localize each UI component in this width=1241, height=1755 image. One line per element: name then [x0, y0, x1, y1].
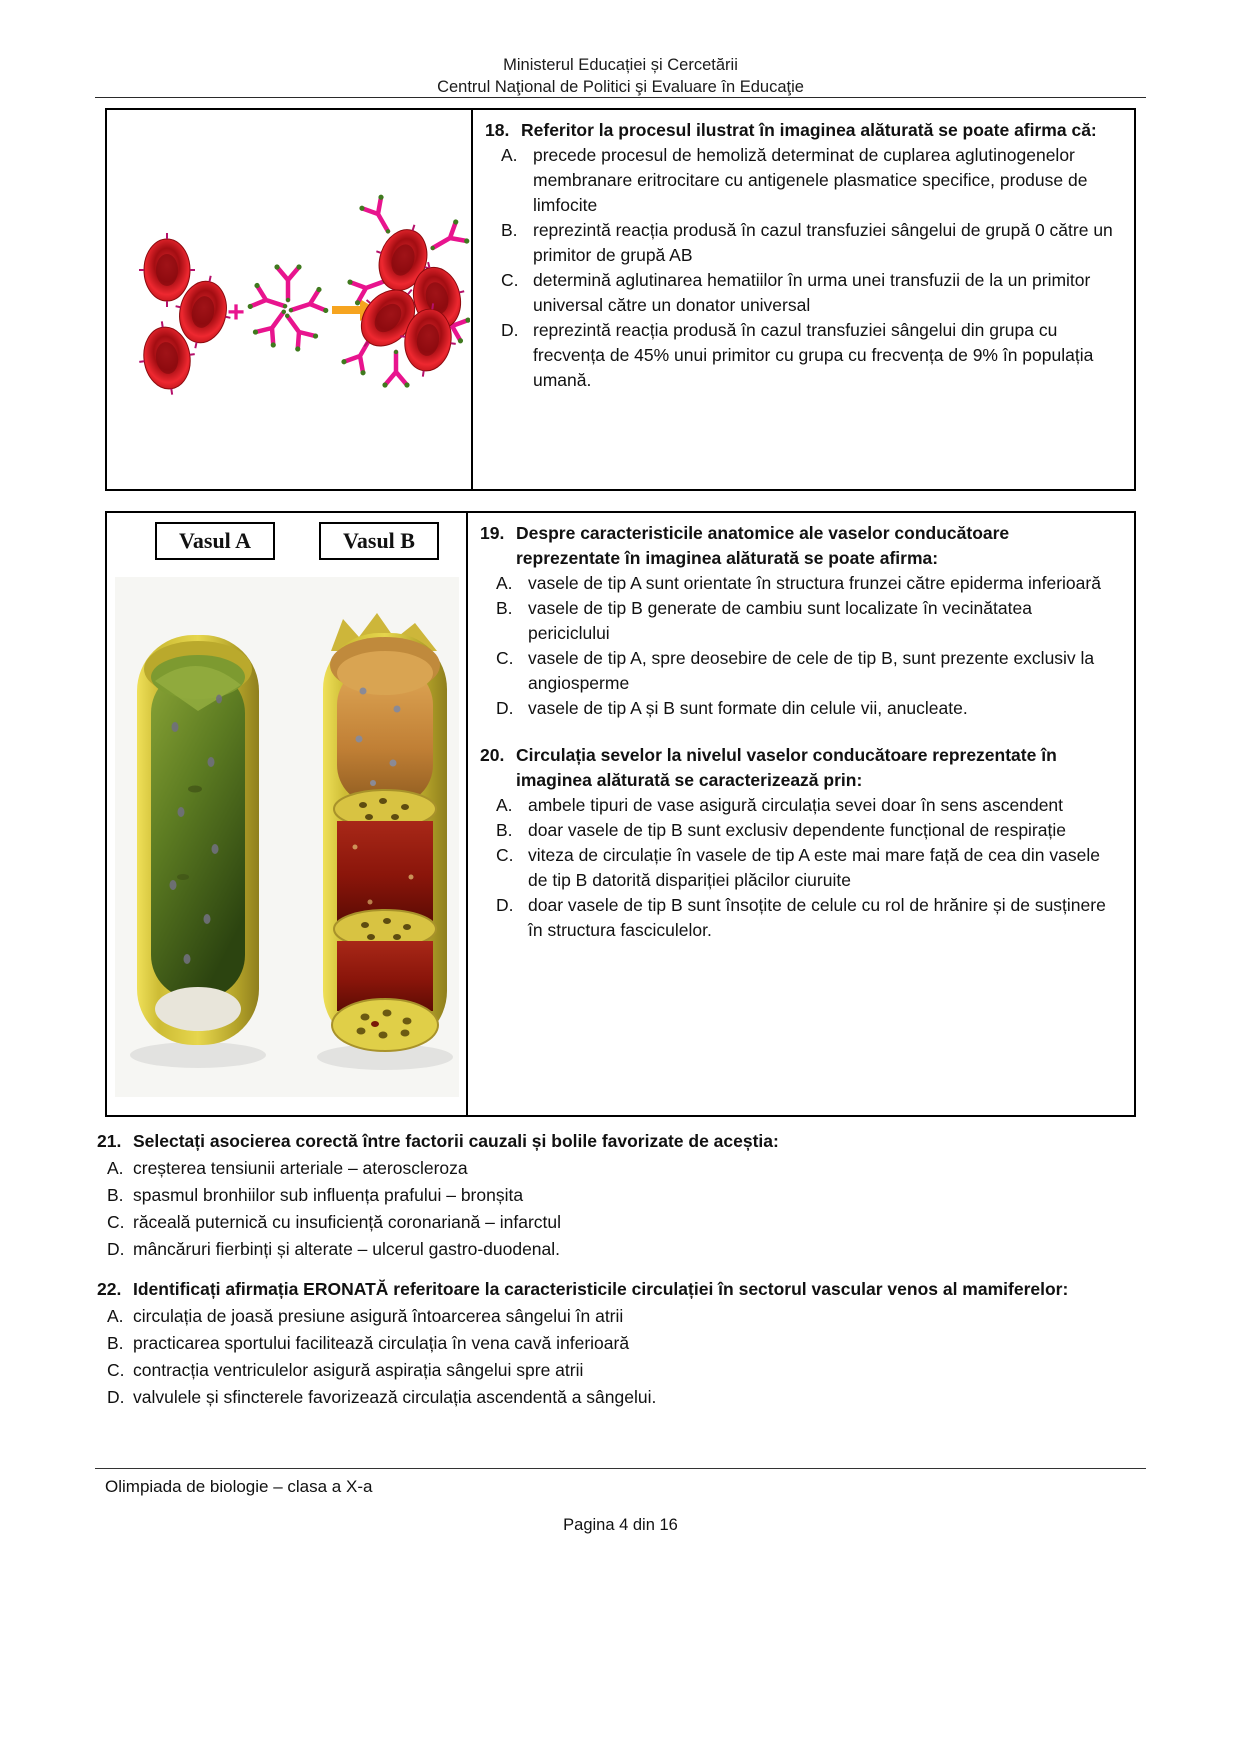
- q22-option-a: [97, 1303, 1140, 1330]
- q19-option-c: [480, 646, 1116, 696]
- option-letter: D.: [496, 895, 514, 915]
- question-number: 20.: [480, 745, 505, 765]
- antibody-cluster: [247, 264, 329, 352]
- question-number: 18.: [485, 120, 510, 140]
- q21-option-a: [97, 1155, 1140, 1182]
- option-letter: B.: [107, 1333, 124, 1353]
- q20-stem: [480, 743, 1116, 793]
- q18-option-a: [485, 143, 1116, 218]
- q18-option-b: [485, 218, 1116, 268]
- question-spacer: [480, 721, 1116, 743]
- option-letter: D.: [107, 1387, 125, 1407]
- option-text: contracția ventriculelor asigură aspirația sângelui spre atrii: [133, 1360, 584, 1380]
- questions-19-20-box: [105, 511, 1136, 1117]
- q22-option-d: [97, 1384, 1140, 1411]
- option-text: doar vasele de tip B sunt exclusiv dependente funcțional de respirație: [528, 820, 1066, 840]
- page-number: Pagina 4 din 16: [563, 1516, 678, 1534]
- q22-option-b: [97, 1330, 1140, 1357]
- header-divider: [95, 97, 1146, 98]
- q18-option-d: [485, 318, 1116, 393]
- q19-stem: [480, 521, 1116, 571]
- question-21: [97, 1128, 1140, 1263]
- option-text: ambele tipuri de vase asigură circulația sevei doar în sens ascendent: [528, 795, 1064, 815]
- q20-option-d: [480, 893, 1116, 943]
- question-stem-text: Identificați afirmația ERONATĂ referitoare la caracteristicile circulației în sectorul vascular venos al mamiferelor:: [133, 1279, 1069, 1299]
- option-letter: D.: [107, 1239, 125, 1259]
- q20-option-b: [480, 818, 1116, 843]
- q20-option-c: [480, 843, 1116, 893]
- option-text: viteza de circulație în vasele de tip A este mai mare față de cea din vasele de tip B datorită dispariției plăcilor ciuruite: [528, 845, 1100, 890]
- question-number: 21.: [97, 1131, 122, 1151]
- xylem-vessel-a: [130, 635, 266, 1068]
- q18-text-cell: [473, 110, 1134, 489]
- question-number: 22.: [97, 1279, 122, 1299]
- agglutination-diagram: [110, 120, 470, 480]
- option-letter: C.: [501, 270, 519, 290]
- question-22: [97, 1276, 1140, 1411]
- option-text: practicarea sportului facilitează circulația în vena cavă inferioară: [133, 1333, 630, 1353]
- option-letter: C.: [496, 845, 514, 865]
- option-letter: C.: [496, 648, 514, 668]
- option-letter: B.: [107, 1185, 124, 1205]
- option-text: vasele de tip B generate de cambiu sunt localizate în vecinătatea periciclului: [528, 598, 1032, 643]
- option-text: reprezintă reacția produsă în cazul transfuziei sângelui din grupa cu frecvența de 45% unui primitor cu grupa cu frecvența de 9% în populația umană.: [533, 320, 1094, 390]
- question-stem-text: Referitor la procesul ilustrat în imaginea alăturată se poate afirma că:: [521, 120, 1097, 140]
- question-18-box: [105, 108, 1136, 491]
- q18-option-c: [485, 268, 1116, 318]
- donor-red-blood-cells: [134, 233, 238, 399]
- plus-symbol: +: [227, 296, 245, 329]
- option-letter: A.: [107, 1158, 124, 1178]
- option-letter: A.: [501, 145, 518, 165]
- q19-option-a: [480, 571, 1116, 596]
- question-number: 19.: [480, 523, 505, 543]
- option-text: determină aglutinarea hematiilor în urma unei transfuzii de la un primitor universal către un donator universal: [533, 270, 1091, 315]
- option-text: precede procesul de hemoliză determinat de cuplarea aglutinogenelor membranare eritrocitare cu antigenele plasmatice specifice, produse de limfocite: [533, 145, 1088, 215]
- option-letter: A.: [496, 573, 513, 593]
- q20-option-a: [480, 793, 1116, 818]
- option-text: creșterea tensiunii arteriale – ateroscleroza: [133, 1158, 468, 1178]
- option-text: vasele de tip A, spre deosebire de cele de tip B, sunt prezente exclusiv la angiosperme: [528, 648, 1095, 693]
- option-letter: A.: [107, 1306, 124, 1326]
- q19-q20-text-cell: [468, 513, 1134, 1115]
- option-text: valvulele și sfincterele favorizează circulația ascendentă a sângelui.: [133, 1387, 657, 1407]
- document-header: [0, 54, 1241, 98]
- option-letter: C.: [107, 1360, 125, 1380]
- vessel-image-cell: [107, 513, 468, 1115]
- q21-option-d: [97, 1236, 1140, 1263]
- q22-stem: [97, 1276, 1140, 1303]
- footer-course-label: Olimpiada de biologie – clasa a X-a: [105, 1477, 373, 1496]
- option-letter: D.: [501, 320, 519, 340]
- option-letter: C.: [107, 1212, 125, 1232]
- option-text: mâncăruri fierbinți și alterate – ulcerul gastro-duodenal.: [133, 1239, 561, 1259]
- option-text: spasmul bronhiilor sub influența prafului – bronșita: [133, 1185, 524, 1205]
- q19-option-d: [480, 696, 1116, 721]
- option-letter: B.: [496, 820, 513, 840]
- option-text: doar vasele de tip B sunt însoțite de celule cu rol de hrănire și de susținere în structura fasciculelor.: [528, 895, 1106, 940]
- option-text: vasele de tip A și B sunt formate din celule vii, anucleate.: [528, 698, 968, 718]
- q18-image-cell: [107, 110, 473, 489]
- ministry-name: Ministerul Educației și Cercetării: [503, 56, 738, 74]
- vessel-b-label: Vasul B: [319, 522, 439, 560]
- sieve-plate-bottom-face: [332, 999, 438, 1051]
- q21-stem: [97, 1128, 1140, 1155]
- vessel-a-label: Vasul A: [155, 522, 275, 560]
- question-stem-text: Circulația sevelor la nivelul vaselor conducătoare reprezentate în imaginea alăturată se caracterizează prin:: [516, 745, 1057, 790]
- option-text: vasele de tip A sunt orientate în structura frunzei către epiderma inferioară: [528, 573, 1101, 593]
- option-text: circulația de joasă presiune asigură întoarcerea sângelui în atrii: [133, 1306, 624, 1326]
- q18-stem: [485, 118, 1116, 143]
- q19-option-b: [480, 596, 1116, 646]
- question-stem-text: Selectați asocierea corectă între factorii cauzali și bolile favorizate de aceștia:: [133, 1131, 779, 1151]
- option-text: răceală puternică cu insuficiență coronariană – infarctul: [133, 1212, 562, 1232]
- agglutinated-cell-clump: [340, 194, 470, 388]
- option-letter: D.: [496, 698, 514, 718]
- option-letter: B.: [496, 598, 513, 618]
- option-letter: B.: [501, 220, 518, 240]
- option-text: reprezintă reacția produsă în cazul transfuziei sângelui de grupă 0 către un primitor de grupă AB: [533, 220, 1113, 265]
- q21-option-c: [97, 1209, 1140, 1236]
- vessels-illustration: [115, 577, 459, 1097]
- phloem-vessel-b: [317, 613, 453, 1070]
- q22-option-c: [97, 1357, 1140, 1384]
- option-letter: A.: [496, 795, 513, 815]
- center-name: Centrul Naţional de Politici şi Evaluare în Educaţie: [437, 78, 804, 96]
- q21-option-b: [97, 1182, 1140, 1209]
- footer-divider: [95, 1468, 1146, 1469]
- question-stem-text: Despre caracteristicile anatomice ale vaselor conducătoare reprezentate în imaginea alăturată se poate afirma:: [516, 523, 1010, 568]
